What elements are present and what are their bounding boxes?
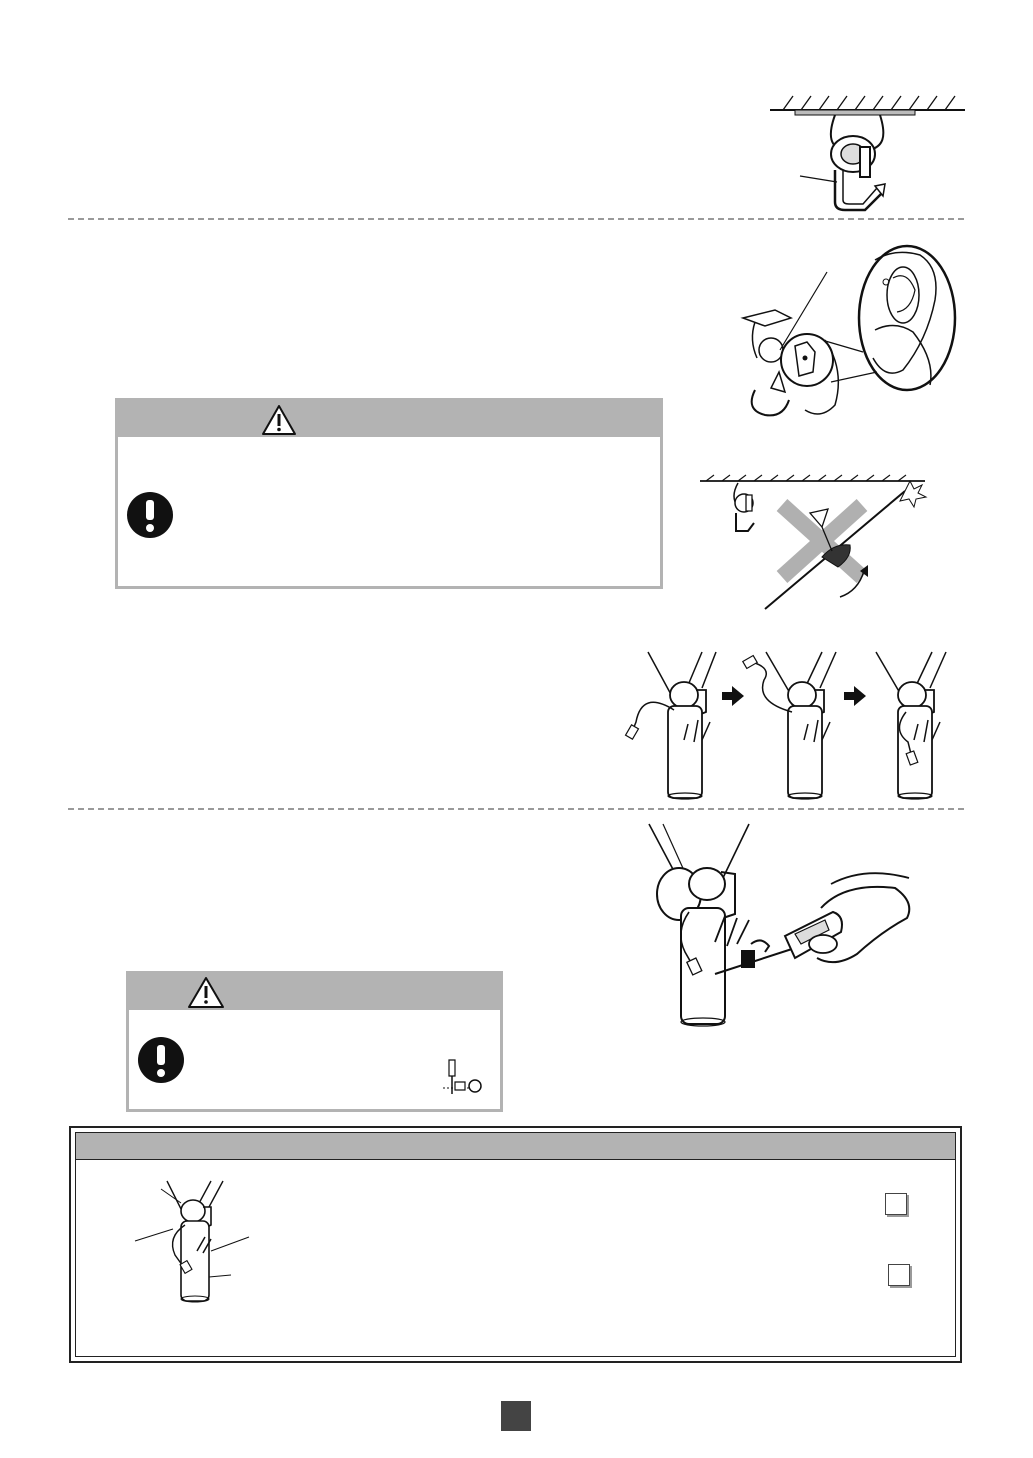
checkbox-icon[interactable] xyxy=(888,1264,910,1286)
wiring-steps-illustration xyxy=(622,650,962,800)
caution-box xyxy=(115,398,663,589)
section-divider xyxy=(68,808,964,810)
wiring-step-3 xyxy=(876,652,946,799)
exclamation-circle-icon xyxy=(126,491,174,539)
checklist-box xyxy=(69,1126,962,1363)
connector-symbol-icon xyxy=(441,1058,485,1098)
wiring-step-2 xyxy=(743,652,836,799)
checkbox-icon[interactable] xyxy=(885,1193,907,1215)
caution-header-bar xyxy=(118,401,660,437)
page-number-tab xyxy=(501,1401,531,1431)
ceiling-hanger-illustration xyxy=(765,92,970,217)
wiring-step-1 xyxy=(626,652,716,799)
arrow-right-icon xyxy=(722,686,744,706)
section-divider xyxy=(68,218,964,220)
arrow-right-icon xyxy=(844,686,866,706)
warning-triangle-icon xyxy=(261,404,297,436)
screwdriver-fastening-illustration xyxy=(645,822,920,1032)
caution-header-bar xyxy=(129,974,500,1010)
checklist-inner-frame xyxy=(75,1132,956,1357)
exclamation-circle-icon xyxy=(137,1036,185,1084)
hand-attaching-illustration xyxy=(735,240,960,425)
prohibited-rod-illustration xyxy=(700,475,950,615)
checklist-header-bar xyxy=(76,1133,955,1160)
warning-triangle-icon xyxy=(187,976,225,1009)
wiring-check-illustration xyxy=(131,1177,261,1307)
caution-box xyxy=(126,971,503,1112)
